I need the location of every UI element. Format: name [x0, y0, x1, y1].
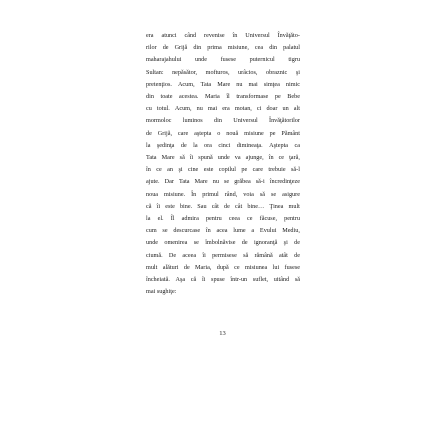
word: îi: [156, 202, 161, 210]
word: îl: [226, 93, 230, 101]
word: Învăţăto-: [277, 32, 300, 39]
word: mai: [248, 80, 258, 88]
word: ciumă.: [146, 251, 163, 259]
word: fusese: [284, 263, 300, 271]
word: de: [241, 239, 248, 247]
word: de: [183, 263, 190, 271]
word: se: [193, 239, 199, 247]
word: după: [216, 263, 229, 271]
word: în: [205, 227, 211, 235]
word: de: [294, 239, 300, 247]
word: să: [294, 276, 300, 284]
word: nimic: [285, 80, 300, 88]
text-line: [146, 103, 300, 115]
word: să: [179, 154, 185, 162]
word: pretenţios.: [146, 80, 172, 88]
word: toate: [160, 93, 173, 101]
word: asigure: [282, 190, 300, 198]
word: Pământ: [281, 129, 300, 137]
word: Tata: [146, 154, 157, 162]
word: alt: [293, 105, 300, 113]
word: va: [234, 154, 241, 162]
word: lui: [272, 263, 280, 271]
word: ci: [256, 105, 262, 113]
word: dimineaţa.: [236, 141, 263, 149]
text-line: [146, 140, 300, 152]
word: ora: [204, 141, 212, 149]
word: Sau: [197, 202, 207, 210]
text-line: [146, 152, 300, 164]
word: nouă: [226, 129, 239, 137]
word: misiune: [244, 129, 264, 137]
word: Mare: [161, 154, 175, 162]
word: din: [146, 93, 154, 101]
word: unde: [217, 154, 230, 162]
word: uitând: [273, 276, 290, 284]
word: Dar: [164, 178, 174, 186]
word: Maria,: [195, 263, 212, 271]
word: că: [190, 276, 197, 284]
word: admira: [181, 215, 199, 223]
word: Ţinea: [269, 202, 284, 210]
word: aceea: [182, 251, 197, 259]
word: nu: [212, 178, 219, 186]
word: rilor: [146, 44, 157, 52]
text-line: [146, 286, 300, 298]
word: la: [193, 141, 198, 149]
text-line: [146, 237, 300, 249]
word: atunci: [161, 32, 177, 39]
word: se: [270, 190, 277, 198]
word: la: [146, 141, 151, 149]
word: ce: [278, 154, 285, 162]
word: pentru: [205, 215, 222, 223]
word: o: [217, 129, 221, 137]
text-line: [146, 213, 300, 225]
word: grăbea: [234, 178, 251, 186]
word: de: [146, 129, 152, 137]
word: de: [224, 202, 230, 210]
word: care: [177, 129, 189, 137]
word: cinci: [218, 141, 231, 149]
text-line: [146, 128, 300, 140]
word: unde: [194, 56, 208, 64]
word: Învăţătorilor: [269, 117, 300, 125]
word: la: [146, 215, 151, 223]
word: de: [294, 251, 300, 259]
word: palatul: [283, 44, 300, 52]
word: atât: [278, 251, 288, 259]
word: lume: [233, 227, 246, 235]
word: Sultan:: [146, 68, 164, 76]
word: el.: [157, 215, 164, 223]
word: totul.: [156, 105, 170, 113]
word: doar: [266, 105, 278, 113]
word: mai: [146, 288, 157, 296]
word: în: [268, 154, 274, 162]
word: mult: [288, 202, 300, 210]
body-text: [146, 30, 300, 298]
word: Îl: [170, 215, 175, 223]
text-line: [146, 115, 300, 127]
word: să: [259, 190, 265, 198]
word: revenise: [204, 32, 225, 39]
word: făcuse,: [259, 215, 277, 223]
text-line: [146, 54, 300, 66]
word: ce: [156, 166, 162, 174]
word: este: [203, 166, 214, 174]
text-line: [146, 274, 300, 286]
word: an: [167, 166, 174, 174]
word: ignoranţă: [253, 239, 278, 247]
text-line: [146, 225, 300, 237]
word: se: [223, 178, 230, 186]
word: primul: [202, 190, 219, 198]
word: puternicul: [249, 56, 275, 64]
word: nu: [236, 80, 243, 88]
word: bine…: [247, 202, 265, 210]
word: era: [222, 105, 230, 113]
word: cea: [254, 44, 264, 52]
text-line: [146, 91, 300, 103]
word: suflet,: [252, 276, 269, 284]
word: voia: [243, 190, 254, 198]
word: ţară,: [289, 154, 300, 162]
word: Mare: [217, 80, 231, 88]
word: se: [162, 227, 168, 235]
word: cum: [146, 227, 157, 235]
text-line: [146, 42, 300, 54]
word: rând,: [224, 190, 238, 198]
word: de: [162, 44, 169, 52]
word: fusese: [220, 56, 237, 64]
word: prima: [207, 44, 222, 52]
word: încheiată.: [146, 276, 170, 284]
word: tigru: [288, 56, 300, 64]
word: să: [243, 251, 249, 259]
word: aştepta: [194, 129, 212, 137]
word: îi: [189, 154, 194, 162]
word: când: [184, 32, 197, 39]
word: bine.: [179, 202, 193, 210]
word: cine: [188, 166, 199, 174]
word: îi: [201, 276, 206, 284]
word: simţea: [263, 80, 280, 88]
word: Acum,: [174, 105, 192, 113]
word: Evului: [259, 227, 277, 235]
text-line: [146, 30, 300, 42]
word: transformase: [236, 93, 269, 101]
word: mormoloc: [146, 117, 172, 125]
word: cu: [146, 105, 152, 113]
word: Grijă,: [157, 129, 173, 137]
word: trebuie: [268, 166, 286, 174]
word: alături: [162, 263, 179, 271]
word: Tata: [200, 80, 212, 88]
word: ceea: [228, 215, 240, 223]
word: ajute.: [146, 178, 160, 186]
word: a: [251, 227, 255, 235]
word: Bebe: [287, 93, 300, 101]
word: misiunea: [244, 263, 268, 271]
word: spuse: [211, 276, 225, 284]
text-line: [146, 189, 300, 201]
word: ce: [247, 215, 253, 223]
word: mofturos,: [205, 68, 230, 76]
word: care: [252, 166, 263, 174]
word: acestea.: [179, 93, 199, 101]
word: şi: [295, 68, 300, 76]
word: ce: [234, 263, 240, 271]
word: omenirea: [164, 239, 188, 247]
word: pe: [269, 129, 276, 137]
word: pentru: [284, 215, 300, 223]
word: copilul: [218, 166, 236, 174]
word: misiune,: [227, 44, 249, 52]
word: obraznic: [266, 68, 288, 76]
word: Universul: [245, 32, 270, 39]
word: mai: [207, 105, 218, 113]
word: sughiţe:: [156, 288, 177, 296]
word: în: [146, 166, 151, 174]
word: în: [232, 32, 238, 39]
word: urâcios,: [238, 68, 258, 76]
word: ca: [294, 141, 300, 149]
word: îmbolnăvise: [205, 239, 236, 247]
word: pe: [241, 166, 248, 174]
word: din: [193, 44, 202, 52]
text-line: [146, 262, 300, 274]
word: De: [168, 251, 177, 259]
word: să-l: [291, 166, 300, 174]
word: Mare: [194, 178, 208, 186]
word: Maria: [205, 93, 220, 101]
word: Acum,: [177, 80, 195, 88]
text-line: [146, 164, 300, 176]
text-line: [146, 67, 300, 79]
word: Grijă: [174, 44, 188, 52]
word: Aşa: [175, 276, 186, 284]
word: să-i: [255, 178, 265, 186]
word: de: [180, 141, 187, 149]
word: într-un: [230, 276, 248, 284]
word: nepăsător,: [172, 68, 198, 76]
word: permisese: [212, 251, 237, 259]
word: şi: [283, 239, 288, 247]
word: rămână: [254, 251, 273, 259]
word: încredinţeze: [269, 178, 300, 186]
word: În: [191, 190, 197, 198]
word: din: [269, 44, 278, 52]
word: Universul: [233, 117, 258, 125]
word: mult: [146, 263, 158, 271]
word: misiune.: [164, 190, 186, 198]
word: luminos: [182, 117, 203, 125]
word: din: [214, 117, 222, 125]
page-number: 13: [219, 330, 226, 337]
text-line: [146, 176, 300, 188]
word: cât: [211, 202, 219, 210]
word: unde: [146, 239, 159, 247]
word: este: [165, 202, 175, 210]
word: descurcase: [173, 227, 201, 235]
word: spună: [198, 154, 213, 162]
word: maharajahului: [146, 56, 182, 64]
word: îi: [202, 251, 206, 259]
word: Tata: [178, 178, 190, 186]
text-line: [146, 201, 300, 213]
word: nu: [196, 105, 203, 113]
word: că: [146, 202, 152, 210]
word: acea: [216, 227, 228, 235]
word: motan,: [234, 105, 252, 113]
text-line: [146, 250, 300, 262]
word: cât: [235, 202, 243, 210]
word: Mediu,: [282, 227, 300, 235]
word: un: [282, 105, 289, 113]
word: pe: [274, 93, 281, 101]
text-line: [146, 79, 300, 91]
word: era: [146, 32, 154, 39]
word: şedinţa: [156, 141, 175, 149]
word: noua: [146, 190, 159, 198]
word: Aştepta: [269, 141, 289, 149]
word: şi: [178, 166, 183, 174]
word: ajunge,: [245, 154, 264, 162]
